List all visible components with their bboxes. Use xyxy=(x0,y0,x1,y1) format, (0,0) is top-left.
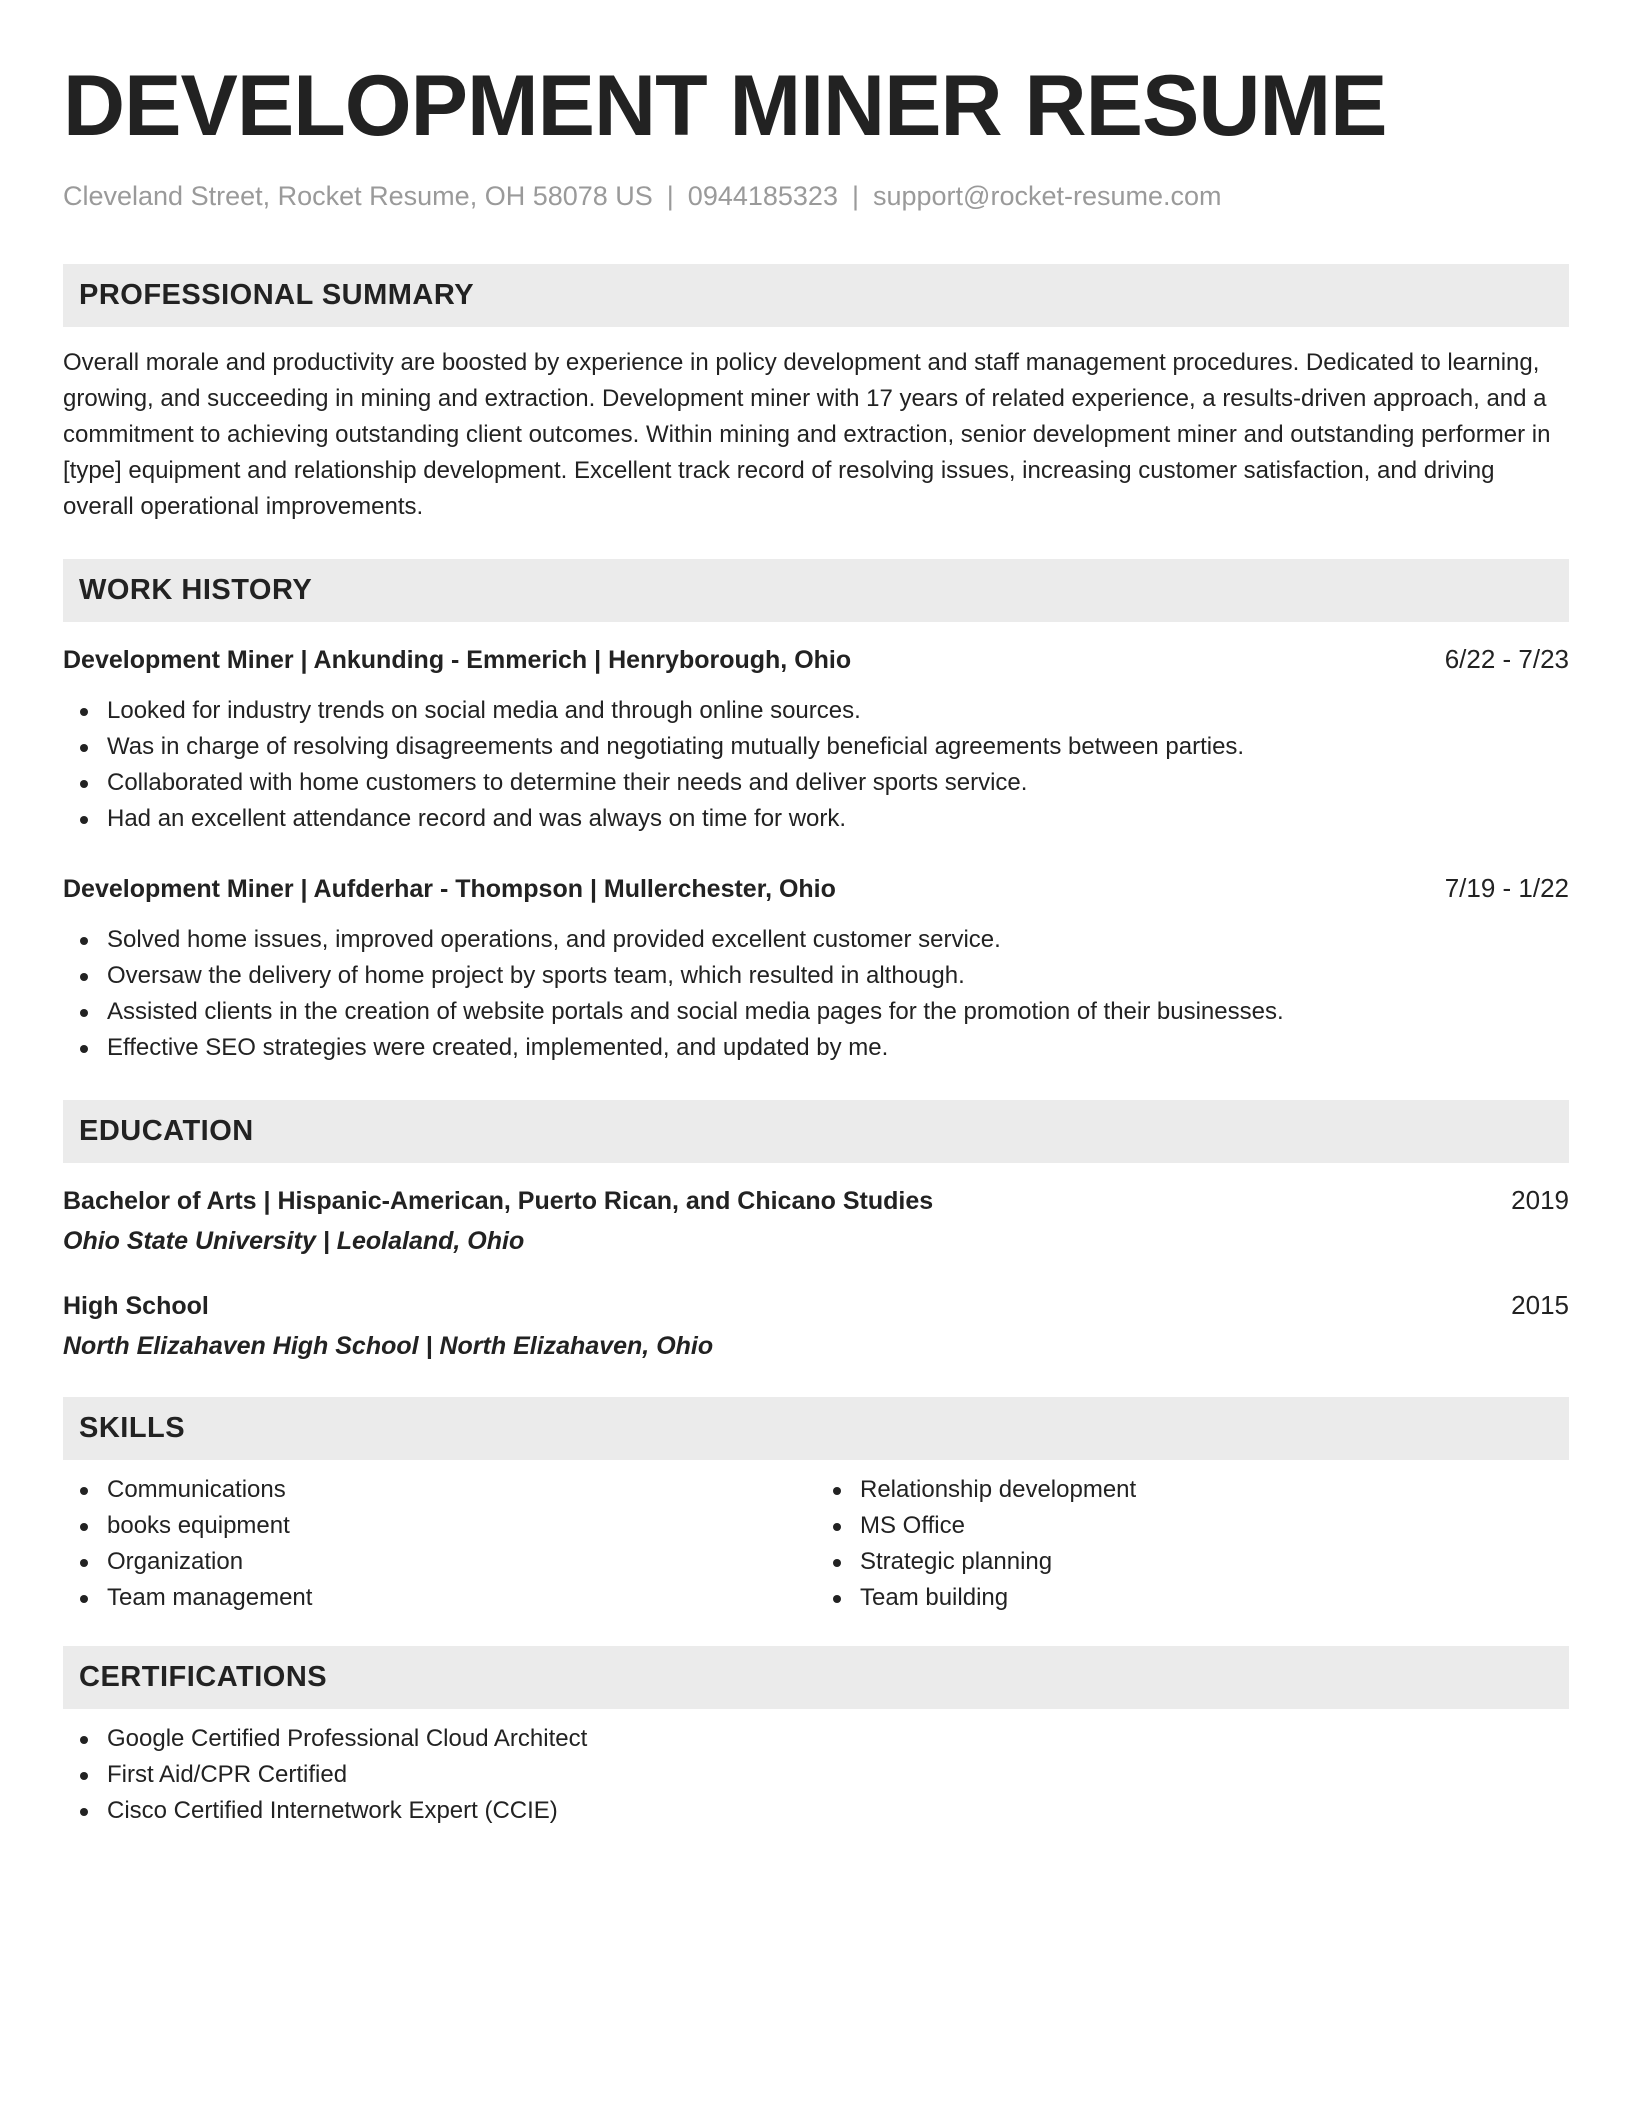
education-degree: Bachelor of Arts | Hispanic-American, Puerto Rican, and Chicano Studies xyxy=(63,1187,934,1215)
job-bullet: Effective SEO strategies were created, implemented, and updated by me. xyxy=(63,1030,1569,1066)
job-bullet: Assisted clients in the creation of website portals and social media pages for the promotion of their businesses. xyxy=(63,994,1569,1030)
job-bullets xyxy=(63,922,1569,1066)
education-year: 2019 xyxy=(1511,1185,1569,1215)
education-header xyxy=(63,1288,1569,1323)
job-bullet: Collaborated with home customers to determine their needs and deliver sports service. xyxy=(63,765,1569,801)
skill-item: Team building xyxy=(816,1580,1569,1616)
certifications-block xyxy=(63,1721,1569,1829)
education-entry xyxy=(63,1288,1569,1363)
section-heading-education: EDUCATION xyxy=(63,1100,1569,1163)
skill-item: Organization xyxy=(63,1544,816,1580)
job-entry xyxy=(63,871,1569,1066)
skill-item: Strategic planning xyxy=(816,1544,1569,1580)
contact-line xyxy=(63,180,1569,212)
skills-column-right xyxy=(816,1472,1569,1616)
contact-email[interactable]: support@rocket-resume.com xyxy=(872,181,1222,211)
education-school: Ohio State University | Leolaland, Ohio xyxy=(63,1227,525,1255)
skills-column-left xyxy=(63,1472,816,1616)
job-dates: 6/22 - 7/23 xyxy=(1444,644,1569,674)
job-bullet: Had an excellent attendance record and was always on time for work. xyxy=(63,801,1569,837)
skill-item: Communications xyxy=(63,1472,816,1508)
job-title: Development Miner | Aufderhar - Thompson | Mullerchester, Ohio xyxy=(63,875,836,903)
job-bullet: Looked for industry trends on social media and through online sources. xyxy=(63,693,1569,729)
section-heading-skills: SKILLS xyxy=(63,1397,1569,1460)
job-bullet: Was in charge of resolving disagreements and negotiating mutually beneficial agreements between parties. xyxy=(63,729,1569,765)
job-bullet: Oversaw the delivery of home project by sports team, which resulted in although. xyxy=(63,958,1569,994)
certification-item: Cisco Certified Internetwork Expert (CCIE) xyxy=(63,1793,1569,1829)
skill-item: Team management xyxy=(63,1580,816,1616)
job-bullets xyxy=(63,693,1569,837)
education-degree: High School xyxy=(63,1292,209,1320)
certification-item: First Aid/CPR Certified xyxy=(63,1757,1569,1793)
contact-address: Cleveland Street, Rocket Resume, OH 58078 US xyxy=(63,181,653,211)
contact-separator: | xyxy=(851,181,859,211)
resume-title: DEVELOPMENT MINER RESUME xyxy=(63,58,1387,154)
section-heading-work-history: WORK HISTORY xyxy=(63,559,1569,622)
section-heading-certifications: CERTIFICATIONS xyxy=(63,1646,1569,1709)
skill-item: Relationship development xyxy=(816,1472,1569,1508)
job-dates: 7/19 - 1/22 xyxy=(1444,873,1569,903)
skills-grid xyxy=(63,1472,1569,1616)
contact-separator: | xyxy=(666,181,674,211)
job-title: Development Miner | Ankunding - Emmerich | Henryborough, Ohio xyxy=(63,646,852,674)
job-header xyxy=(63,642,1569,677)
certifications-list xyxy=(63,1721,1569,1829)
education-entry xyxy=(63,1183,1569,1258)
education-header xyxy=(63,1183,1569,1218)
education-school: North Elizahaven High School | North Elizahaven, Ohio xyxy=(63,1332,714,1360)
skill-item: MS Office xyxy=(816,1508,1569,1544)
summary-text: Overall morale and productivity are boosted by experience in policy development and staff management procedures. Dedicated to learning, growing, and succeeding in mining and extraction. Development miner with 17 years of related experience, a results-driven approach, and a commitment to achieving outstanding client outcomes. Within mining and extraction, senior development miner and outstanding performer in [type] equipment and relationship development. Excellent track record of resolving issues, increasing customer satisfaction, and driving overall operational improvements. xyxy=(63,349,1551,520)
job-header xyxy=(63,871,1569,906)
education-year: 2015 xyxy=(1511,1290,1569,1320)
job-entry xyxy=(63,642,1569,837)
job-bullet: Solved home issues, improved operations, and provided excellent customer service. xyxy=(63,922,1569,958)
skill-item: books equipment xyxy=(63,1508,816,1544)
contact-phone: 0944185323 xyxy=(687,181,838,211)
certification-item: Google Certified Professional Cloud Architect xyxy=(63,1721,1569,1757)
section-heading-summary: PROFESSIONAL SUMMARY xyxy=(63,264,1569,327)
